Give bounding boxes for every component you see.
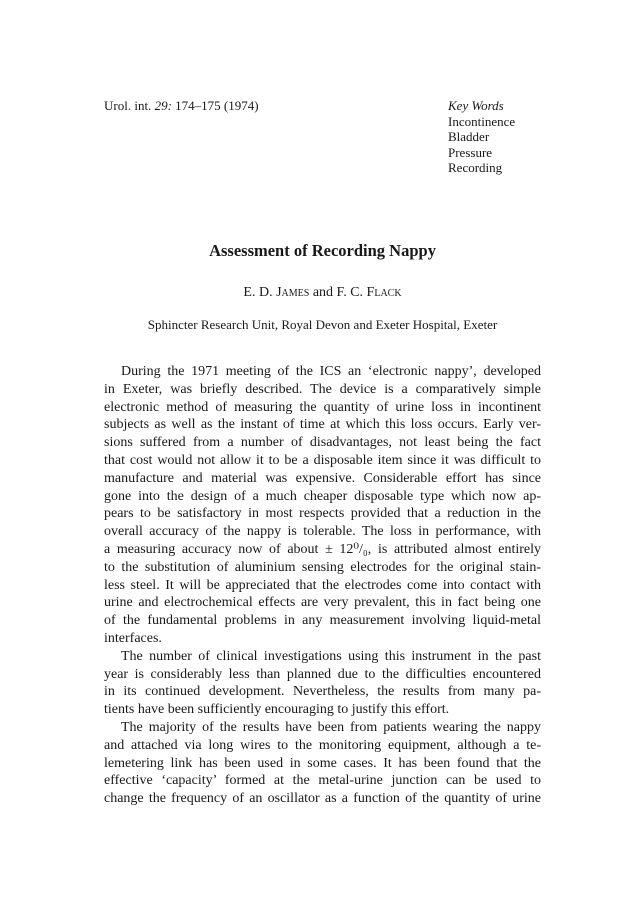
body-line: and attached via long wires to the monitoring equipment, although a te- — [104, 737, 541, 753]
body-line: effective ‘capacity’ formed at the metal-urine junction can be used to — [104, 773, 541, 789]
body-line: to the substitution of aluminium sensing electrodes for the original stain- — [104, 559, 541, 575]
keywords-list — [448, 114, 515, 176]
article-title: Assessment of Recording Nappy — [209, 241, 436, 260]
keyword-item: Pressure — [448, 144, 493, 160]
body-line: pears to be satisfactory in most respects provided that a reduction in the — [104, 506, 541, 522]
citation-pages: 174–175 (1974) — [171, 98, 259, 113]
body-line: a measuring accuracy now of about ± 12⁰/₀, is attributed almost entirely — [104, 541, 541, 557]
paragraph — [104, 363, 541, 648]
journal-citation — [104, 98, 259, 114]
body-line: sions suffered from a number of disadvantages, not least being the fact — [104, 435, 541, 451]
body-line: The number of clinical investigations using this instrument in the past — [121, 648, 541, 664]
body-line: interfaces. — [104, 630, 162, 646]
body-line: lemetering link has been used in some cases. It has been found that the — [104, 755, 541, 771]
body-line: in its continued development. Nevertheless, the results from many pa- — [104, 684, 541, 700]
paragraph — [104, 719, 541, 808]
body-line: The majority of the results have been from patients wearing the nappy — [121, 719, 541, 735]
keywords-block — [448, 98, 515, 176]
body-line: manufacture and material was expensive. Considerable effort has since — [104, 470, 541, 486]
body-line: electronic method of measuring the quantity of urine loss in incontinent — [104, 399, 541, 415]
affiliation-line: Sphincter Research Unit, Royal Devon and Exeter Hospital, Exeter — [147, 317, 498, 332]
body-line: gone into the design of a much cheaper disposable type which now ap- — [104, 488, 541, 504]
authors-line — [104, 285, 541, 301]
article-body — [104, 363, 541, 808]
body-line: During the 1971 meeting of the ICS an ‘electronic nappy’, developed — [121, 364, 541, 379]
body-line: less steel. It will be appreciated that the electrodes come into contact with — [104, 577, 541, 593]
keyword-item: Recording — [448, 160, 503, 176]
keyword-item: Incontinence — [448, 113, 516, 129]
body-line: urine and electrochemical effects are very prevalent, this in fact being one — [104, 595, 541, 611]
keywords-heading: Key Words — [448, 98, 504, 113]
body-line: tients have been sufficiently encouraging to justify this effort. — [104, 702, 450, 718]
author-2: F. C. Flack — [336, 285, 402, 300]
authors-connector: and — [309, 285, 337, 300]
body-line: change the frequency of an oscillator as a function of the quantity of urine — [104, 791, 541, 807]
body-line: overall accuracy of the nappy is tolerable. The loss in performance, with — [104, 524, 541, 540]
citation-journal: Urol. int. — [104, 98, 155, 113]
body-line: that cost would not allow it to be a disposable item since it was difficult to — [104, 452, 541, 468]
body-line: of the fundamental problems in any measurement involving liquid-metal — [104, 613, 541, 629]
paragraph — [104, 648, 541, 719]
citation-volume: 29: — [154, 98, 172, 113]
body-line: year is considerably less than planned due to the difficulties encountered — [104, 666, 541, 682]
body-line: subjects as well as the instant of time at which this loss occurs. Early ver- — [104, 417, 541, 433]
keyword-item: Bladder — [448, 129, 490, 145]
body-line: in Exeter, was briefly described. The device is a comparatively simple — [104, 381, 541, 397]
author-1: E. D. James — [243, 285, 310, 300]
